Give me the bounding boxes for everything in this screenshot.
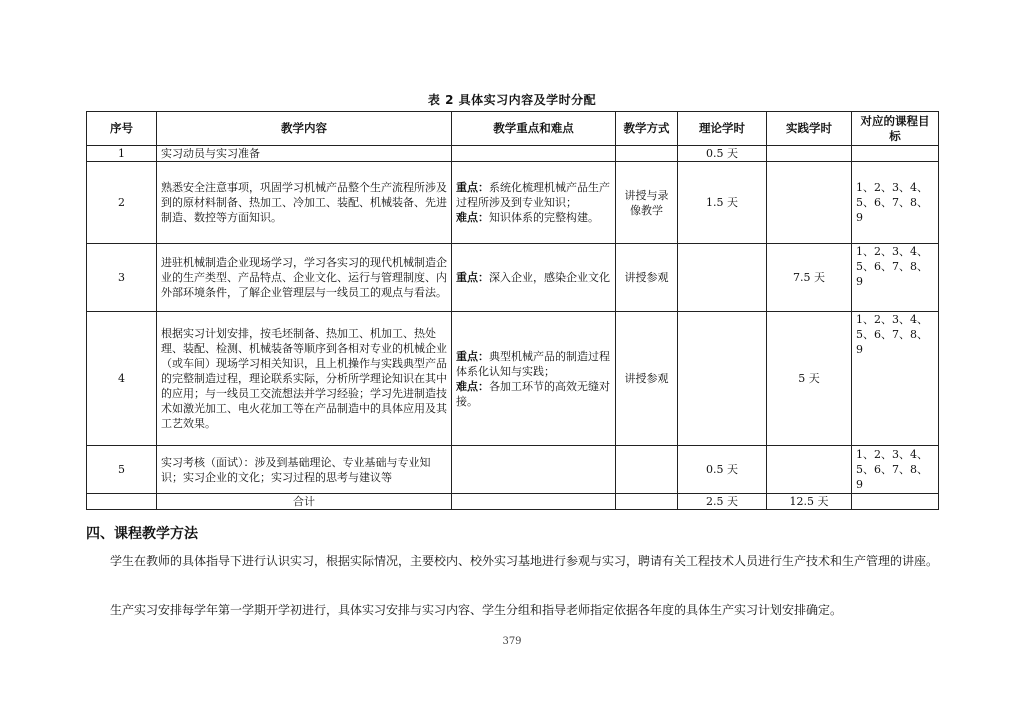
table-total-row (87, 494, 939, 510)
cell-focus (452, 312, 616, 446)
cell-total-label: 合计 (157, 494, 452, 510)
focus-diff-text: 知识体系的完整构建。 (489, 211, 599, 224)
focus-diff-label: 难点： (456, 211, 489, 224)
cell-focus (452, 244, 616, 312)
cell-goals: 1、2、3、4、5、6、7、8、9 (852, 446, 939, 494)
cell-seq: 4 (87, 312, 157, 446)
table-row (87, 312, 939, 446)
table-row (87, 244, 939, 312)
header-focus: 教学重点和难点 (452, 112, 616, 146)
focus-key-label: 重点： (456, 181, 489, 194)
cell-method: 讲授与录像教学 (616, 162, 678, 244)
paragraph-2: 生产实习安排每学年第一学期开学初进行，具体实习安排与实习内容、学生分组和指导老师指定依据各年度的具体生产实习计划安排确定。 (110, 603, 843, 617)
table-header-row (87, 112, 939, 146)
cell-theory: 0.5 天 (678, 446, 767, 494)
cell-theory (678, 244, 767, 312)
cell-seq: 5 (87, 446, 157, 494)
focus-key-text: 系统化梳理机械产品生产过程所涉及到专业知识； (456, 181, 610, 209)
table-row (87, 146, 939, 162)
header-practice: 实践学时 (767, 112, 852, 146)
cell-practice (767, 146, 852, 162)
cell-total-method (616, 494, 678, 510)
cell-total-theory: 2.5 天 (678, 494, 767, 510)
schedule-table (86, 111, 939, 510)
cell-total-practice: 12.5 天 (767, 494, 852, 510)
cell-method (616, 146, 678, 162)
cell-goals (852, 146, 939, 162)
cell-practice (767, 162, 852, 244)
paragraph-1: 学生在教师的具体指导下进行认识实习，根据实际情况，主要校内、校外实习基地进行参观与实习，聘请有关工程技术人员进行生产技术和生产管理的讲座。 (110, 554, 939, 568)
table-caption: 表 2 具体实习内容及学时分配 (427, 93, 597, 107)
cell-focus (452, 162, 616, 244)
cell-theory: 1.5 天 (678, 162, 767, 244)
cell-content: 进驻机械制造企业现场学习，学习各实习的现代机械制造企业的生产类型、产品特点、企业文化、运行与管理制度、内外部环境条件，了解企业管理层与一线员工的观点与看法。 (157, 244, 452, 312)
focus-diff-text: 各加工环节的高效无缝对接。 (456, 379, 610, 408)
header-seq: 序号 (87, 112, 157, 146)
header-theory: 理论学时 (678, 112, 767, 146)
table-row (87, 162, 939, 244)
cell-content: 根据实习计划安排，按毛坯制备、热加工、机加工、热处理、装配、检测、机械装备等顺序到各相对专业的机械企业（或车间）现场学习相关知识，且上机操作与实践典型产品的完整制造过程，理论联系实际，分析所学理论知识在其中的应用；与一线员工交流想法并学习经验；学习先进制造技术如激光加工、电火花加工等在产品制造中的具体应用及其工艺效果。 (157, 312, 452, 446)
cell-practice: 7.5 天 (767, 244, 852, 312)
focus-key-label: 重点： (456, 349, 489, 363)
cell-total-goals (852, 494, 939, 510)
cell-practice: 5 天 (767, 312, 852, 446)
header-content: 教学内容 (157, 112, 452, 146)
cell-focus (452, 446, 616, 494)
focus-diff-label: 难点： (456, 379, 489, 393)
cell-method (616, 446, 678, 494)
cell-focus (452, 146, 616, 162)
page-number: 379 (502, 636, 522, 647)
cell-method: 讲授参观 (616, 312, 678, 446)
cell-seq: 1 (87, 146, 157, 162)
focus-key-label: 重点： (456, 271, 489, 284)
focus-key-text: 典型机械产品的制造过程体系化认知与实践； (456, 349, 610, 378)
section-heading: 四、课程教学方法 (86, 526, 198, 542)
cell-content: 实习考核（面试）：涉及到基础理论、专业基础与专业知识；实习企业的文化；实习过程的思考与建议等 (157, 446, 452, 494)
table-row (87, 446, 939, 494)
focus-key-text: 深入企业，感染企业文化 (489, 271, 610, 284)
header-goals: 对应的课程目标 (852, 112, 939, 146)
header-method: 教学方式 (616, 112, 678, 146)
cell-goals: 1、2、3、4、5、6、7、8、9 (852, 312, 939, 446)
cell-total-spacer (87, 494, 157, 510)
cell-theory (678, 312, 767, 446)
cell-theory: 0.5 天 (678, 146, 767, 162)
cell-method: 讲授参观 (616, 244, 678, 312)
cell-goals: 1、2、3、4、5、6、7、8、9 (852, 162, 939, 244)
cell-goals: 1、2、3、4、5、6、7、8、9 (852, 244, 939, 312)
cell-practice (767, 446, 852, 494)
cell-content: 熟悉安全注意事项，巩固学习机械产品整个生产流程所涉及到的原材料制备、热加工、冷加工、装配、机械装备、先进制造、数控等方面知识。 (157, 162, 452, 244)
cell-total-focus (452, 494, 616, 510)
cell-seq: 2 (87, 162, 157, 244)
cell-content: 实习动员与实习准备 (157, 146, 452, 162)
cell-seq: 3 (87, 244, 157, 312)
